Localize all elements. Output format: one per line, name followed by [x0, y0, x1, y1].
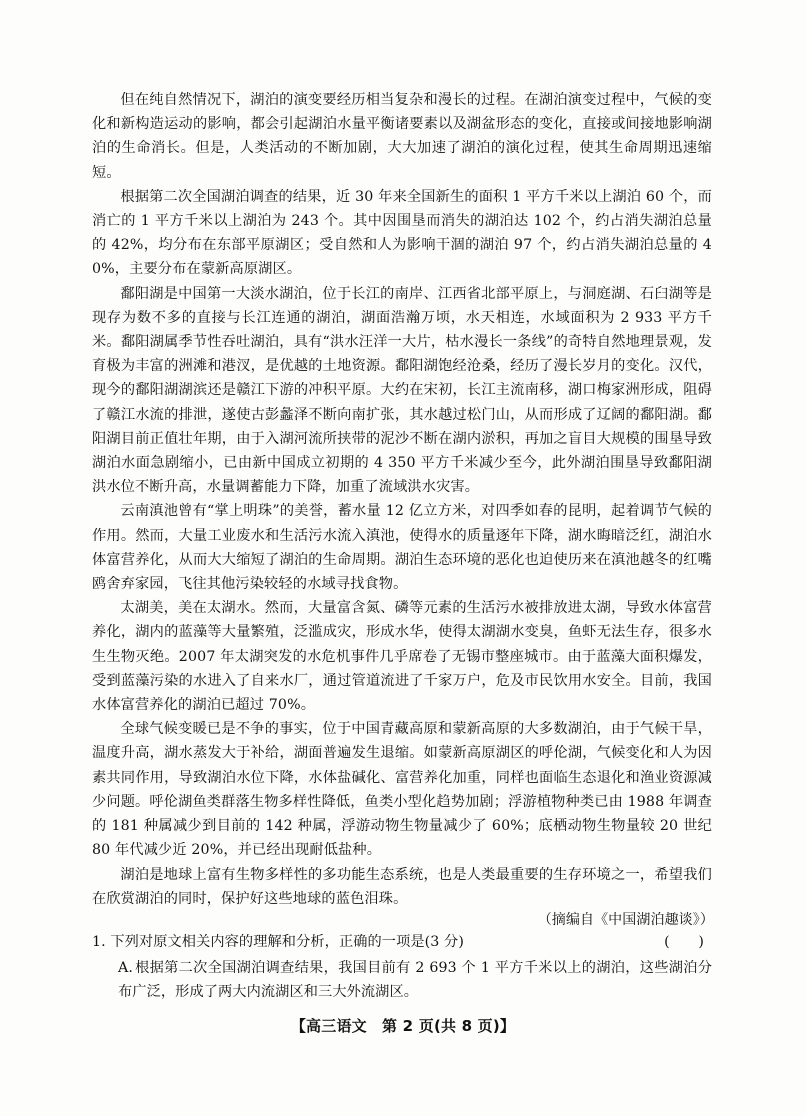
page-footer: 【高三语文 第 2 页(共 8 页)】	[290, 1017, 516, 1035]
option-a-letter: A.	[118, 960, 133, 976]
paragraph-3: 鄱阳湖是中国第一大淡水湖泊，位于长江的南岸、江西省北部平原上，与洞庭湖、石臼湖等是现存为数不多的直接与长江连通的湖泊，湖面浩瀚万顷，水天相连，水域面积为 2 933 平方千米。鄱阳湖属季节性吞吐湖泊，具有“洪水汪洋一大片，枯水漫长一条线”的奇特自然地理景观，发育极为丰富的洲滩和港汊，是优越的土地资源。鄱阳湖饱经沧桑，经历了漫长岁月的变化。汉代，现今的鄱阳湖湖滨还是赣江下游的冲积平原。大约在宋初，长江主流南移，湖口梅家洲形成，阻碍了赣江水流的排泄，遂使古彭蠡泽不断向南扩张，其水越过松门山，从而形成了辽阔的鄱阳湖。鄱阳湖目前正值壮年期，由于入湖河流所挟带的泥沙不断在湖内淤积，再加之盲目大规模的围垦导致湖泊水面急剧缩小，已由新中国成立初期的 4 350 平方千米减少至今，此外湖泊围垦导致鄱阳湖洪水位不断升高，水量调蓄能力下降，加重了流域洪水灾害。	[92, 285, 712, 496]
paragraph-5: 太湖美，美在太湖水。然而，大量富含氮、磷等元素的生活污水被排放进太湖，导致水体富营养化，湖内的蓝藻等大量繁殖，泛滥成灾，形成水华，使得太湖湖水变臭，鱼虾无法生存，很多水生生物灭绝。2007 年太湖突发的水危机事件几乎席卷了无锡市整座城市。由于蓝藻大面积爆发，受到蓝藻污染的水进入了自来水厂，通过管道流进了千家万户，危及市民饮用水安全。目前，我国水体富营养化的湖泊已超过 70%。	[92, 600, 712, 714]
answer-blank[interactable]: ( )	[664, 934, 704, 950]
paragraph-4: 云南滇池曾有“掌上明珠”的美誉，蓄水量 12 亿立方米，对四季如春的昆明，起着调节气候的作用。然而，大量工业废水和生活污水流入滇池，使得水的质量逐年下降，湖水晦暗泛红，湖泊水体富营养化，从而大大缩短了湖泊的生命周期。湖泊生态环境的恶化也迫使历来在滇池越冬的红嘴鸥舍弃家园，飞往其他污染较轻的水域寻找食物。	[92, 503, 712, 593]
paragraph-6: 全球气候变暖已是不争的事实，位于中国青藏高原和蒙新高原的大多数湖泊，由于气候干旱，温度升高，湖水蒸发大于补给，湖面普遍发生退缩。如蒙新高原湖区的呼伦湖，气候变化和人为因素共同作用，导致湖泊水位下降，水体盐碱化、富营养化加重，同样也面临生态退化和渔业资源减少问题。呼伦湖鱼类群落生物多样性降低，鱼类小型化趋势加剧；浮游植物种类已由 1988 年调查的 181 种属减少到目前的 142 种属，浮游动物生物量减少了 60%；底栖动物生物量较 20 世纪 80 年代减少近 20%，并已经出现耐低盐种。	[92, 721, 712, 859]
question-1	[92, 930, 712, 1004]
question-stem: 1. 下列对原文相关内容的理解和分析，正确的一项是(3 分)	[92, 934, 464, 950]
option-a	[118, 956, 712, 1004]
option-a-text: 根据第二次全国湖泊调查结果，我国目前有 2 693 个 1 平方千米以上的湖泊，这些湖泊分布广泛，形成了两大内流湖区和三大外流湖区。	[118, 960, 712, 1000]
paragraph-2: 根据第二次全国湖泊调查的结果，近 30 年来全国新生的面积 1 平方千米以上湖泊 60 个，而消亡的 1 平方千米以上湖泊为 243 个。其中因围垦而消失的湖泊达 102 个，约占消失湖泊总量的 42%，均分布在东部平原湖区；受自然和人为影响干涸的湖泊 97 个，约占消失湖泊总量的 40%，主要分布在蒙新高原湖区。	[92, 188, 712, 278]
reading-passage	[92, 88, 712, 911]
question-stem-line	[92, 930, 712, 954]
paragraph-1: 但在纯自然情况下，湖泊的演变要经历相当复杂和漫长的过程。在湖泊演变过程中，气候的变化和新构造运动的影响，都会引起湖泊水量平衡诸要素以及湖盆形态的变化，直接或间接地影响湖泊的生命消长。但是，人类活动的不断加剧，大大加速了湖泊的演化过程，使其生命周期迅速缩短。	[92, 92, 712, 181]
source-citation: （摘编自《中国湖泊趣谈》）	[537, 912, 714, 928]
paragraph-7: 湖泊是地球上富有生物多样性的多功能生态系统，也是人类最重要的生存环境之一，希望我们在欣赏湖泊的同时，保护好这些地球的蓝色泪珠。	[92, 866, 712, 907]
